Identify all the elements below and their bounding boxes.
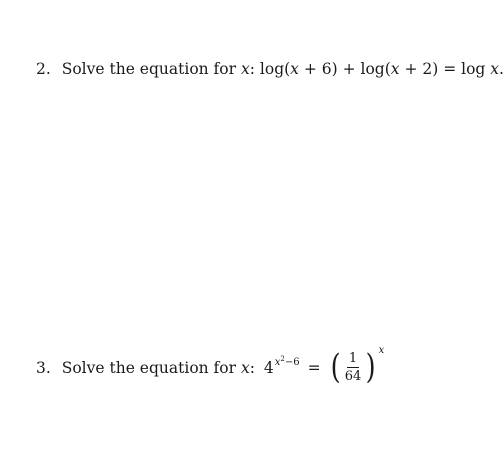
equation-part: log( [259,60,291,78]
equation [263,345,385,387]
left-paren: ( [330,347,341,387]
exponent-power: 2 [280,355,285,363]
exponent-variable: x [274,357,281,368]
exponent-base: 4 [263,359,274,377]
problem-prompt: Solve the equation for [61,60,237,78]
equation-end: . [499,60,504,78]
exponent-rest: −6 [284,357,300,368]
problem-3 [36,345,385,387]
exponent [275,357,300,368]
parenthesized-fraction [329,345,385,387]
variable: x [240,60,250,78]
fraction-numerator: 1 [348,350,358,366]
fraction-denominator: 64 [344,368,362,384]
equation-part: + 6) + log( [298,60,391,78]
colon: : [249,359,255,377]
problem-prompt: Solve the equation for [61,359,237,377]
problem-number: 2. [36,60,51,78]
problem-2 [36,62,504,78]
equals-sign: = [307,359,321,377]
equation [260,60,504,78]
equation-part: + 2) = log [399,60,491,78]
equation-variable: x [290,60,299,78]
equation-variable: x [390,60,400,78]
outer-exponent: x [378,345,385,356]
right-paren: ) [365,347,376,387]
problem-number: 3. [36,359,51,377]
equation-variable: x [490,60,500,78]
variable: x [240,359,250,377]
fraction [343,352,364,383]
colon: : [249,60,255,78]
